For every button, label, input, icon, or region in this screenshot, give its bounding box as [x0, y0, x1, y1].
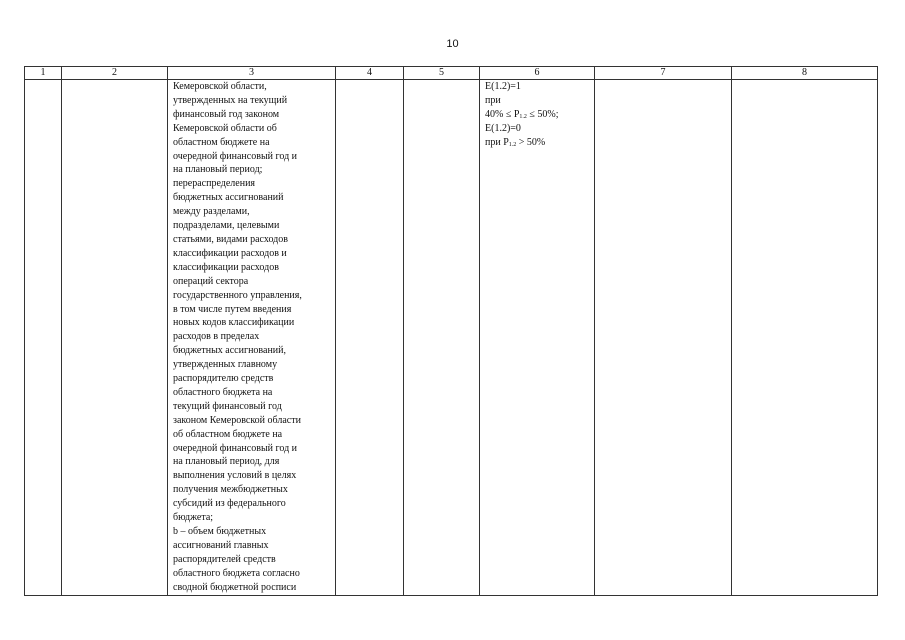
description-line: финансовый год законом — [173, 108, 280, 120]
table-row — [25, 80, 878, 596]
formula-fragment: при P — [485, 136, 509, 148]
table-cell-col7 — [595, 80, 732, 596]
description-line: очередной финансовый год и — [173, 442, 298, 454]
formula-line — [485, 108, 592, 122]
formula-fragment: 40% ≤ P — [485, 108, 520, 120]
header-cell-2: 2 — [62, 67, 168, 80]
formula-text — [480, 80, 594, 150]
description-line: Кемеровской области, — [173, 81, 267, 92]
header-cell-6: 6 — [480, 67, 595, 80]
header-cell-8: 8 — [732, 67, 878, 80]
description-line: статьями, видами расходов — [173, 233, 288, 245]
header-cell-7: 7 — [595, 67, 732, 80]
table-cell-col4 — [336, 80, 404, 596]
description-line: законом Кемеровской области — [173, 414, 301, 426]
description-line: в том числе путем введения — [173, 303, 292, 315]
description-line: подразделами, целевыми — [173, 220, 280, 232]
description-line: новых кодов классификации — [173, 317, 295, 329]
formula-line: E(1.2)=1 — [485, 81, 521, 92]
description-text — [168, 80, 335, 595]
description-line: операций сектора — [173, 275, 249, 287]
page-number: 10 — [446, 38, 459, 50]
header-cell-4: 4 — [336, 67, 404, 80]
formula-line: E(1.2)=0 — [485, 122, 521, 134]
description-line: об областном бюджете на — [173, 428, 283, 440]
description-line: бюджетных ассигнований, — [173, 345, 286, 357]
table-cell-col6 — [480, 80, 595, 596]
description-line: перераспределения — [173, 178, 256, 190]
description-line: субсидий из федерального — [173, 498, 286, 510]
description-line: классификации расходов — [173, 261, 279, 273]
description-line: b – объем бюджетных — [173, 526, 267, 537]
description-line: расходов в пределах — [173, 331, 260, 343]
table-cell-col1 — [25, 80, 62, 596]
description-line: утвержденных главному — [173, 359, 278, 371]
header-cell-3: 3 — [168, 67, 336, 80]
description-line: областном бюджете на — [173, 136, 270, 148]
description-line: сводной бюджетной росписи — [173, 581, 297, 593]
description-line: Кемеровской области об — [173, 122, 277, 134]
table-cell-col2 — [62, 80, 168, 596]
table-cell-col3 — [168, 80, 336, 596]
description-line: классификации расходов и — [173, 247, 287, 259]
description-line: между разделами, — [173, 206, 250, 218]
description-line: на плановый период; — [173, 164, 263, 176]
description-line: распорядителей средств — [173, 553, 276, 565]
description-line: выполнения условий в целях — [173, 470, 297, 482]
formula-fragment: > 50% — [516, 136, 546, 148]
description-line: очередной финансовый год и — [173, 150, 298, 162]
description-line: утвержденных на текущий — [173, 94, 288, 106]
description-line: ассигнований главных — [173, 539, 269, 551]
header-cell-1: 1 — [25, 67, 62, 80]
formula-line — [485, 136, 592, 150]
description-line: бюджетных ассигнований — [173, 192, 284, 204]
formula-line: при — [485, 94, 501, 106]
table-header-row — [25, 67, 878, 80]
description-line: областного бюджета согласно — [173, 567, 300, 579]
formula-subscript: 1.2 — [519, 113, 527, 120]
description-line: бюджета; — [173, 512, 214, 524]
header-cell-5: 5 — [404, 67, 480, 80]
description-line: государственного управления, — [173, 289, 302, 301]
description-line: получения межбюджетных — [173, 484, 288, 496]
table-cell-col5 — [404, 80, 480, 596]
formula-subscript: 1.2 — [508, 141, 517, 148]
description-line: распорядителю средств — [173, 373, 274, 385]
document-table — [24, 66, 878, 596]
description-line: текущий финансовый год — [173, 400, 282, 412]
table-cell-col8 — [732, 80, 878, 596]
description-line: на плановый период, для — [173, 456, 280, 468]
description-line: областного бюджета на — [173, 386, 273, 398]
formula-fragment: ≤ 50%; — [526, 108, 559, 120]
